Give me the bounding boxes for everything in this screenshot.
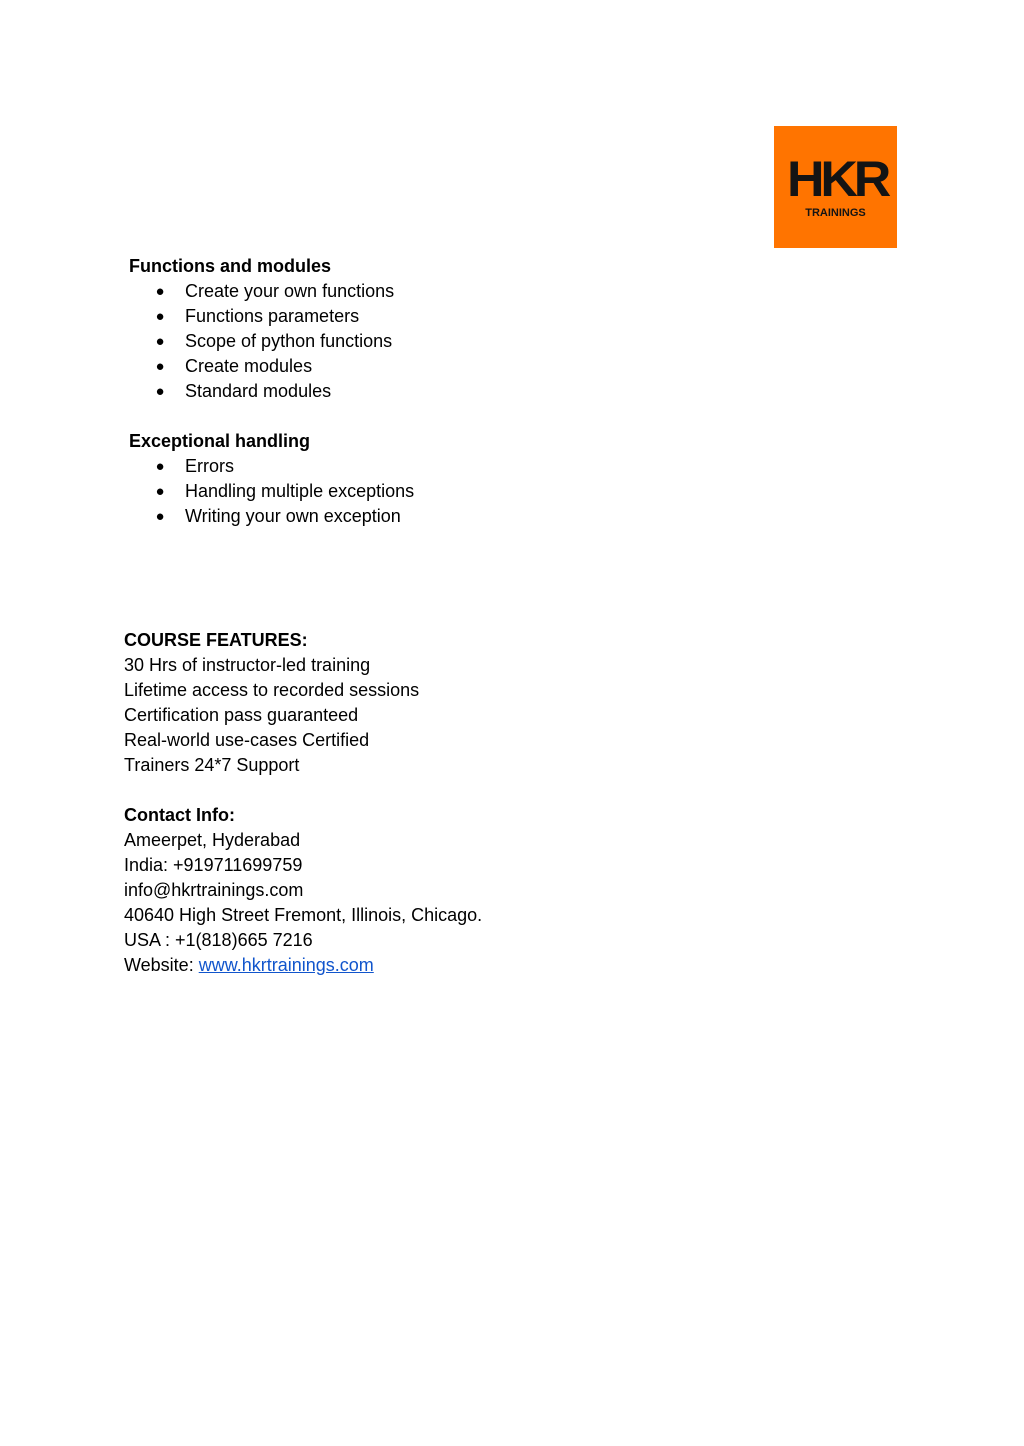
- hkr-logo: [774, 126, 897, 248]
- contact-line: info@hkrtrainings.com: [124, 880, 304, 900]
- contact-line: USA : +1(818)665 7216: [124, 930, 313, 950]
- website-line: [124, 953, 482, 978]
- feature-line: Certification pass guaranteed: [124, 705, 359, 725]
- bullet-icon: ●: [155, 283, 165, 300]
- contact-heading: Contact Info:: [124, 805, 235, 825]
- website-link[interactable]: www.hkrtrainings.com: [198, 955, 374, 975]
- feature-line: Lifetime access to recorded sessions: [124, 680, 420, 700]
- bullet-icon: ●: [155, 458, 165, 475]
- bullet-icon: ●: [155, 508, 165, 525]
- contact-info: [124, 803, 482, 978]
- feature-line: Real-world use-cases Certified: [124, 730, 370, 750]
- website-label: Website:: [124, 955, 199, 975]
- bullet-icon: ●: [155, 483, 165, 500]
- feature-line: Trainers 24*7 Support: [124, 755, 300, 775]
- course-features: [124, 628, 419, 778]
- logo-subtitle: TRAININGS: [805, 207, 866, 219]
- contact-line: India: +919711699759: [124, 855, 303, 875]
- logo-mark: HKR: [787, 151, 888, 207]
- feature-line: 30 Hrs of instructor-led training: [124, 655, 371, 675]
- functions-heading: Functions and modules: [129, 256, 332, 276]
- exceptions-heading: Exceptional handling: [129, 431, 311, 451]
- course-features-heading: COURSE FEATURES:: [124, 630, 308, 650]
- bullet-icon: ●: [155, 358, 165, 375]
- contact-line: 40640 High Street Fremont, Illinois, Chicago.: [124, 905, 483, 925]
- bullet-icon: ●: [155, 383, 165, 400]
- contact-line: Ameerpet, Hyderabad: [124, 830, 301, 850]
- bullet-icon: ●: [155, 308, 165, 325]
- bullet-icon: ●: [155, 333, 165, 350]
